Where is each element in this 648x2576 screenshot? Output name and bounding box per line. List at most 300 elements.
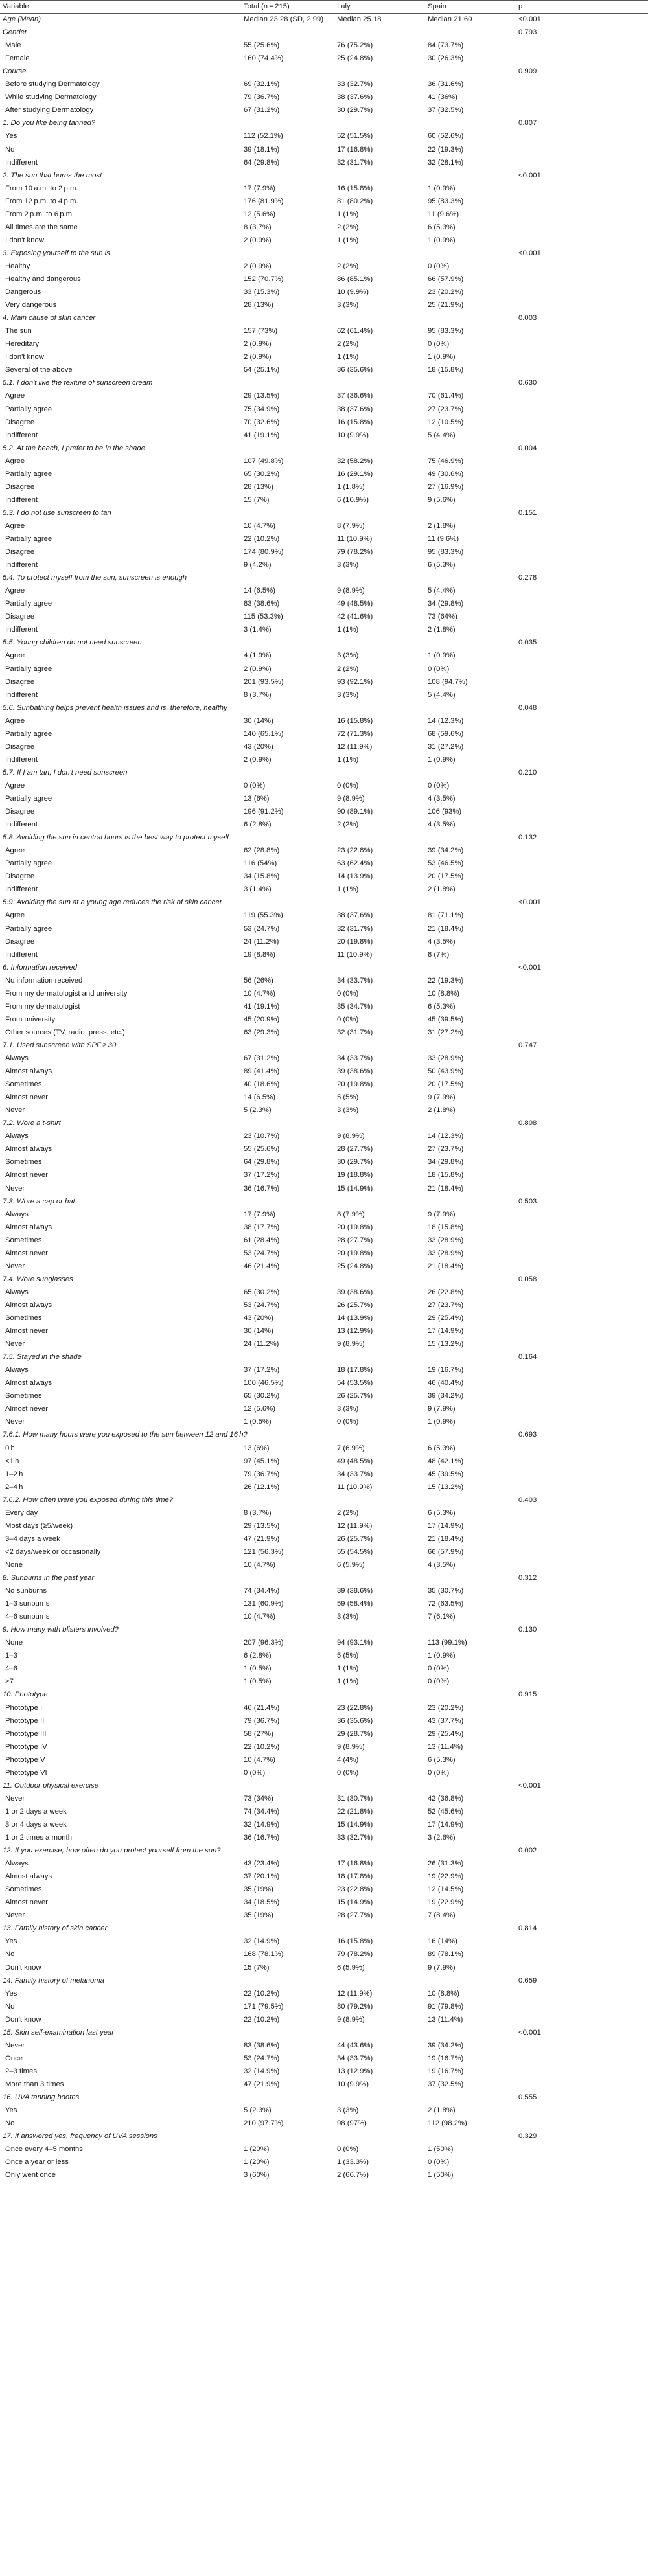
cell-total: 41 (19.1%) <box>244 431 280 439</box>
table-row <box>0 779 648 792</box>
cell-spain: 1 (0.9%) <box>428 755 456 764</box>
cell-variable: 1 or 2 days a week <box>5 1807 67 1816</box>
cell-spain: 11 (9.6%) <box>428 535 459 543</box>
cell-total: 28 (13%) <box>244 301 273 310</box>
cell-variable: Always <box>5 1860 29 1868</box>
cell-total: 1 (20%) <box>244 2145 270 2154</box>
cell-spain: 75 (46.9%) <box>428 457 464 465</box>
cell-variable: Sometimes <box>5 1392 42 1400</box>
cell-variable: Indifferent <box>5 755 38 764</box>
cell-variable: Partially agree <box>5 470 52 478</box>
cell-italy: 16 (15.8%) <box>337 1937 373 1946</box>
cell-p-value: 0.130 <box>518 1626 537 1634</box>
table-section-row <box>0 507 648 519</box>
table-section-row <box>0 13 648 26</box>
cell-spain: 6 (5.3%) <box>428 1755 456 1764</box>
table-row <box>0 2013 648 2026</box>
cell-italy: 38 (37.6%) <box>337 911 373 920</box>
cell-total: 43 (20%) <box>244 742 273 751</box>
cell-italy: 3 (3%) <box>337 652 359 660</box>
cell-variable: 15. Skin self-examination last year <box>3 2028 115 2036</box>
cell-variable: Yes <box>5 2106 17 2115</box>
cell-italy: 32 (31.7%) <box>337 924 373 933</box>
cell-total: 47 (21.9%) <box>244 2080 280 2088</box>
cell-total: 89 (41.4%) <box>244 1067 280 1076</box>
cell-total: 30 (14%) <box>244 1327 273 1336</box>
cell-spain: 1 (0.9%) <box>428 236 456 244</box>
cell-variable: All times are the same <box>5 223 78 231</box>
table-row <box>0 1649 648 1662</box>
cell-total: 13 (6%) <box>244 795 270 803</box>
cell-variable: 7.2. Wore a t-shirt <box>3 1119 61 1128</box>
cell-variable: Every day <box>5 1509 38 1517</box>
cell-total: 1 (20%) <box>244 2158 270 2167</box>
cell-total: 1 (0.5%) <box>244 1418 272 1426</box>
cell-spain: 19 (16.7%) <box>428 1366 464 1374</box>
cell-total: 97 (45.1%) <box>244 1457 280 1465</box>
cell-total: 36 (16.7%) <box>244 1184 280 1192</box>
cell-italy: 18 (17.8%) <box>337 1873 373 1881</box>
cell-variable: Always <box>5 1366 29 1374</box>
cell-italy: 9 (8.9%) <box>337 587 365 595</box>
table-row <box>0 1104 648 1117</box>
cell-spain: 4 (3.5%) <box>428 937 456 946</box>
cell-variable: 5.2. At the beach, I prefer to be in the shade <box>3 444 146 452</box>
table-row <box>0 844 648 857</box>
cell-spain: 0 (0%) <box>428 340 450 348</box>
cell-italy: 15 (14.9%) <box>337 1820 373 1829</box>
cell-italy: 22 (21.8%) <box>337 1807 373 1816</box>
table-row <box>0 208 648 221</box>
cell-italy: 2 (2%) <box>337 665 359 673</box>
table-section-row <box>0 1974 648 1987</box>
cell-italy: 26 (25.7%) <box>337 1534 373 1543</box>
table-row <box>0 597 648 610</box>
cell-variable: Very dangerous <box>5 301 57 310</box>
cell-italy: 0 (0%) <box>337 1418 359 1426</box>
cell-italy: 1 (1%) <box>337 755 359 764</box>
table-row <box>0 78 648 91</box>
cell-variable: 5.7. If I am tan, I don't need sunscreen <box>3 768 128 777</box>
cell-variable: Partially agree <box>5 535 52 543</box>
cell-variable: 4. Main cause of skin cancer <box>3 314 96 323</box>
cell-spain: 19 (16.7%) <box>428 2067 464 2075</box>
cell-variable: Don't know <box>5 2015 41 2023</box>
cell-italy: 5 (5%) <box>337 1652 359 1660</box>
cell-variable: Never <box>5 1911 25 1920</box>
cell-spain: 14 (12.3%) <box>428 1132 464 1141</box>
cell-p-value: 0.002 <box>518 1847 537 1855</box>
cell-variable: Phototype VI <box>5 1768 47 1777</box>
cell-italy: 6 (5.9%) <box>337 1560 365 1569</box>
cell-total: 63 (29.3%) <box>244 1028 280 1036</box>
cell-spain: 73 (64%) <box>428 613 457 621</box>
cell-variable: Almost never <box>5 1898 48 1907</box>
table-row <box>0 494 648 507</box>
cell-italy: 62 (61.4%) <box>337 327 373 336</box>
cell-variable: No <box>5 145 15 154</box>
cell-variable: More than 3 times <box>5 2080 64 2088</box>
table-section-row <box>0 1494 648 1507</box>
cell-italy: 9 (8.9%) <box>337 1340 365 1349</box>
cell-variable: Yes <box>5 1989 17 1998</box>
table-row <box>0 649 648 662</box>
cell-italy: 16 (15.8%) <box>337 418 373 426</box>
cell-italy: 0 (0%) <box>337 2145 359 2154</box>
table-section-row <box>0 2026 648 2039</box>
cell-total: 174 (80.9%) <box>244 548 284 556</box>
cell-total: 33 (15.3%) <box>244 288 280 297</box>
cell-spain: 1 (0.9%) <box>428 184 456 192</box>
cell-variable: 1. Do you like being tanned? <box>3 119 96 128</box>
cell-total: 46 (21.4%) <box>244 1704 280 1712</box>
cell-spain: 50 (43.9%) <box>428 1067 464 1076</box>
cell-italy: 17 (16.8%) <box>337 1860 373 1868</box>
cell-total: 22 (10.2%) <box>244 1989 280 1998</box>
cell-variable: No <box>5 1950 15 1959</box>
cell-total: 32 (14.9%) <box>244 2067 280 2075</box>
cell-total: 152 (70.7%) <box>244 275 284 283</box>
cell-variable: Disagree <box>5 483 35 491</box>
cell-variable: <1 h <box>5 1457 19 1465</box>
cell-p-value: 0.915 <box>518 1691 537 1699</box>
cell-italy: 28 (27.7%) <box>337 1236 373 1244</box>
table-row <box>0 104 648 117</box>
cell-variable: Phototype II <box>5 1716 45 1725</box>
cell-variable: Partially agree <box>5 795 52 803</box>
cell-variable: Agree <box>5 521 25 530</box>
cell-italy: 1 (1%) <box>337 353 359 361</box>
cell-total: 107 (49.8%) <box>244 457 284 465</box>
cell-spain: 2 (1.8%) <box>428 885 456 894</box>
table-row <box>0 883 648 896</box>
cell-spain: 18 (15.8%) <box>428 366 464 374</box>
cell-total: 74 (34.4%) <box>244 1587 280 1595</box>
cell-italy: 49 (48.5%) <box>337 1457 373 1465</box>
cell-variable: Almost never <box>5 1093 48 1102</box>
cell-variable: Indifferent <box>5 626 38 634</box>
table-row <box>0 221 648 234</box>
cell-italy: 13 (12.9%) <box>337 1327 373 1336</box>
table-section-row <box>0 376 648 389</box>
table-row <box>0 753 648 766</box>
cell-total: 43 (23.4%) <box>244 1860 280 1868</box>
cell-total: 131 (60.9%) <box>244 1600 284 1608</box>
table-row <box>0 2078 648 2091</box>
cell-variable: Almost never <box>5 1327 48 1336</box>
cell-spain: 32 (28.1%) <box>428 158 464 166</box>
cell-p-value: <0.001 <box>518 16 541 23</box>
cell-spain: 19 (16.7%) <box>428 2054 464 2062</box>
cell-total: 53 (24.7%) <box>244 2054 280 2062</box>
cell-p-value: 0.151 <box>518 508 537 517</box>
table-row <box>0 299 648 312</box>
table-row <box>0 2039 648 2052</box>
table-row <box>0 1312 648 1325</box>
cell-italy: 81 (80.2%) <box>337 197 373 205</box>
cell-total: 40 (18.6%) <box>244 1080 280 1089</box>
cell-variable: After studying Dermatology <box>5 106 94 115</box>
cell-spain: 31 (27.2%) <box>428 1028 464 1036</box>
cell-spain: 27 (16.9%) <box>428 483 464 491</box>
cell-italy: 16 (29.1%) <box>337 470 373 478</box>
cell-total: 34 (18.5%) <box>244 1898 280 1907</box>
cell-spain: 37 (32.5%) <box>428 2080 464 2088</box>
cell-variable: 1–3 sunburns <box>5 1600 50 1608</box>
cell-italy: 1 (1%) <box>337 885 359 894</box>
cell-total: 53 (24.7%) <box>244 1249 280 1257</box>
cell-variable: 7.4. Wore sunglasses <box>3 1275 73 1283</box>
cell-variable: Yes <box>5 132 17 141</box>
cell-spain: 2 (1.8%) <box>428 2106 456 2115</box>
cell-italy: 35 (34.7%) <box>337 1002 373 1010</box>
cell-italy: Median 25.18 <box>337 16 382 23</box>
table-row <box>0 1260 648 1273</box>
cell-variable: Indifferent <box>5 431 38 439</box>
cell-spain: 27 (23.7%) <box>428 1301 464 1309</box>
cell-variable: Gender <box>3 28 27 37</box>
cell-spain: 48 (42.1%) <box>428 1457 464 1465</box>
cell-variable: Several of the above <box>5 366 73 374</box>
cell-italy: 3 (3%) <box>337 561 359 569</box>
cell-spain: 42 (36.8%) <box>428 1794 464 1803</box>
cell-p-value: 0.630 <box>518 379 537 387</box>
table-row <box>0 974 648 987</box>
cell-total: 53 (24.7%) <box>244 1301 280 1309</box>
cell-italy: 36 (35.6%) <box>337 1716 373 1725</box>
cell-variable: 8. Sunburns in the past year <box>3 1574 95 1582</box>
table-row <box>0 1286 648 1299</box>
cell-italy: 33 (32.7%) <box>337 1834 373 1841</box>
table-row <box>0 1182 648 1195</box>
cell-spain: 1 (0.9%) <box>428 1652 456 1660</box>
table-row <box>0 2052 648 2065</box>
cell-spain: 29 (25.4%) <box>428 1314 464 1322</box>
cell-spain: 12 (14.5%) <box>428 1886 464 1894</box>
cell-variable: Agree <box>5 781 25 790</box>
table-row <box>0 195 648 208</box>
cell-italy: 90 (89.1%) <box>337 808 373 816</box>
cell-variable: Never <box>5 1794 25 1803</box>
cell-spain: 22 (19.3%) <box>428 976 464 985</box>
table-section-row <box>0 312 648 325</box>
cell-italy: 0 (0%) <box>337 989 359 997</box>
table-row <box>0 1883 648 1896</box>
cell-italy: 32 (31.7%) <box>337 1028 373 1036</box>
cell-variable: 5.3. I do not use sunscreen to tan <box>3 508 111 517</box>
cell-spain: 30 (26.3%) <box>428 54 464 63</box>
cell-total: 5 (2.3%) <box>244 2106 272 2115</box>
cell-total: 4 (1.9%) <box>244 652 272 660</box>
cell-total: 8 (3.7%) <box>244 690 272 699</box>
cell-italy: 2 (66.7%) <box>337 2171 369 2180</box>
cell-p-value: <0.001 <box>518 963 541 972</box>
cell-total: 75 (34.9%) <box>244 405 280 413</box>
table-row <box>0 260 648 273</box>
cell-total: 0 (0%) <box>244 1768 266 1777</box>
cell-variable: Indifferent <box>5 950 38 959</box>
cell-variable: <2 days/week or occasionally <box>5 1547 101 1556</box>
cell-spain: Median 21.60 <box>428 16 472 23</box>
cell-variable: Sometimes <box>5 1886 42 1894</box>
table-section-row <box>0 1039 648 1052</box>
cell-italy: 9 (8.9%) <box>337 1132 365 1141</box>
cell-total: 210 (97.7%) <box>244 2119 284 2128</box>
cell-total: 53 (24.7%) <box>244 924 280 933</box>
cell-italy: 25 (24.8%) <box>337 1262 373 1270</box>
cell-p-value: 0.503 <box>518 1197 537 1205</box>
table-row <box>0 481 648 494</box>
cell-variable: Agree <box>5 652 25 660</box>
table-row <box>0 532 648 545</box>
table-row <box>0 1948 648 1961</box>
cell-spain: 84 (73.7%) <box>428 41 464 50</box>
cell-total: 74 (34.4%) <box>244 1807 280 1816</box>
cell-italy: 63 (62.4%) <box>337 860 373 868</box>
cell-total: 83 (38.6%) <box>244 2041 280 2049</box>
cell-spain: 27 (23.7%) <box>428 405 464 413</box>
cell-spain: 1 (50%) <box>428 2145 454 2154</box>
cell-total: 10 (4.7%) <box>244 1560 275 1569</box>
cell-total: 8 (3.7%) <box>244 223 272 231</box>
cell-variable: Before studying Dermatology <box>5 80 100 89</box>
cell-variable: Almost always <box>5 1873 52 1881</box>
cell-variable: Agree <box>5 911 25 920</box>
table-row <box>0 1766 648 1779</box>
cell-total: 45 (20.9%) <box>244 1015 280 1023</box>
cell-variable: Phototype IV <box>5 1742 47 1751</box>
cell-spain: 60 (52.6%) <box>428 132 464 141</box>
cell-variable: Disagree <box>5 937 35 946</box>
cell-variable: Never <box>5 1340 25 1349</box>
cell-variable: From 2 p.m. to 6 p.m. <box>5 210 75 218</box>
cell-total: 5 (2.3%) <box>244 1106 272 1115</box>
cell-total: 171 (79.5%) <box>244 2002 284 2011</box>
table-row <box>0 130 648 142</box>
cell-variable: 14. Family history of melanoma <box>3 1976 104 1985</box>
cell-p-value: 0.278 <box>518 574 537 582</box>
cell-variable: Never <box>5 1262 25 1270</box>
cell-total: 2 (0.9%) <box>244 665 272 673</box>
table-row <box>0 1481 648 1494</box>
cell-italy: 9 (8.9%) <box>337 1742 365 1751</box>
cell-variable: 2–3 times <box>5 2067 37 2075</box>
cell-variable: No <box>5 2119 15 2128</box>
cell-italy: 23 (22.8%) <box>337 847 373 855</box>
table-row <box>0 403 648 416</box>
table-row <box>0 1507 648 1520</box>
cell-total: Median 23.28 (SD, 2.99) <box>244 16 324 23</box>
cell-spain: 113 (99.1%) <box>428 1639 467 1647</box>
table-row <box>0 519 648 532</box>
table-row <box>0 1000 648 1013</box>
cell-variable: Almost always <box>5 1067 52 1076</box>
cell-italy: 33 (32.7%) <box>337 80 373 89</box>
cell-variable: Indifferent <box>5 690 38 699</box>
table-row <box>0 416 648 429</box>
cell-italy: 1 (1.8%) <box>337 483 365 491</box>
cell-variable: Disagree <box>5 808 35 816</box>
table-row <box>0 558 648 571</box>
cell-italy: 34 (33.7%) <box>337 1470 373 1478</box>
cell-p-value: 0.808 <box>518 1119 537 1128</box>
cell-spain: 6 (5.3%) <box>428 223 456 231</box>
table-row <box>0 234 648 247</box>
cell-spain: 34 (29.8%) <box>428 1158 464 1167</box>
table-row <box>0 870 648 883</box>
cell-spain: 6 (5.3%) <box>428 1444 456 1452</box>
cell-spain: 31 (27.2%) <box>428 742 464 751</box>
cell-variable: Healthy <box>5 262 30 270</box>
cell-total: 79 (36.7%) <box>244 93 280 102</box>
table-row <box>0 2169 648 2182</box>
table-row <box>0 1558 648 1571</box>
cell-variable: Phototype V <box>5 1755 45 1764</box>
cell-total: 140 (65.1%) <box>244 729 284 738</box>
cell-spain: 23 (20.2%) <box>428 1704 464 1712</box>
table-row <box>0 1753 648 1766</box>
cell-total: 67 (31.2%) <box>244 106 280 115</box>
cell-spain: 4 (3.5%) <box>428 1560 456 1569</box>
cell-total: 3 (60%) <box>244 2171 270 2180</box>
table-row <box>0 740 648 753</box>
cell-total: 65 (30.2%) <box>244 1392 280 1400</box>
cell-italy: 55 (54.5%) <box>337 1547 373 1556</box>
table-section-row <box>0 1273 648 1286</box>
cell-variable: Partially agree <box>5 860 52 868</box>
cell-italy: 1 (1%) <box>337 1665 359 1673</box>
cell-spain: 36 (31.6%) <box>428 80 464 89</box>
table-row <box>0 1675 648 1688</box>
cell-italy: 2 (2%) <box>337 340 359 348</box>
table-row <box>0 91 648 104</box>
cell-p-value: 0.003 <box>518 314 537 323</box>
cell-total: 8 (3.7%) <box>244 1509 272 1517</box>
cell-variable: No sunburns <box>5 1587 47 1595</box>
cell-variable: Dangerous <box>5 288 41 297</box>
cell-italy: 26 (25.7%) <box>337 1392 373 1400</box>
cell-total: 79 (36.7%) <box>244 1470 280 1478</box>
table-section-row <box>0 1779 648 1792</box>
cell-italy: 1 (1%) <box>337 626 359 634</box>
cell-spain: 14 (12.3%) <box>428 716 464 725</box>
table-row <box>0 1792 648 1805</box>
cell-italy: 15 (14.9%) <box>337 1184 373 1192</box>
cell-total: 12 (5.6%) <box>244 210 275 218</box>
table-row <box>0 1156 648 1168</box>
cell-spain: 7 (8.4%) <box>428 1911 456 1920</box>
table-row <box>0 1325 648 1338</box>
table-row <box>0 2065 648 2078</box>
cell-italy: 0 (0%) <box>337 1015 359 1023</box>
cell-total: 207 (96.3%) <box>244 1639 284 1647</box>
cell-total: 1 (0.5%) <box>244 1678 272 1686</box>
table-row <box>0 1715 648 1727</box>
cell-italy: 3 (3%) <box>337 2106 359 2115</box>
cell-total: 0 (0%) <box>244 781 266 790</box>
table-row <box>0 2143 648 2156</box>
cell-italy: 20 (19.8%) <box>337 1249 373 1257</box>
cell-total: 157 (73%) <box>244 327 278 336</box>
cell-italy: 29 (28.7%) <box>337 1729 373 1738</box>
cell-total: 34 (15.8%) <box>244 872 280 881</box>
table-row <box>0 1376 648 1389</box>
table-section-row <box>0 701 648 714</box>
table-row <box>0 363 648 376</box>
cell-total: 37 (17.2%) <box>244 1366 280 1374</box>
cell-variable: Never <box>5 1418 25 1426</box>
cell-total: 54 (25.1%) <box>244 366 280 374</box>
